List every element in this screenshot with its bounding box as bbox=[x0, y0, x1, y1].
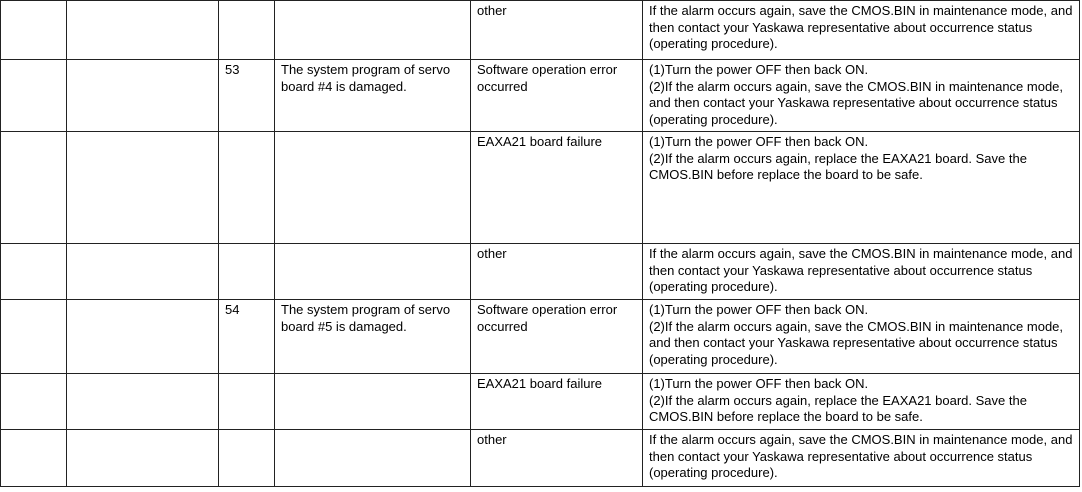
alarm-number-cell bbox=[1, 60, 67, 132]
alarm-number-cell bbox=[1, 1, 67, 60]
cause-cell bbox=[275, 244, 471, 300]
alarm-number-cell bbox=[1, 430, 67, 487]
check-cell: Software operation error occurred bbox=[471, 300, 643, 374]
sub-code-cell bbox=[219, 430, 275, 487]
cause-cell: The system program of servo board #5 is damaged. bbox=[275, 300, 471, 374]
remedy-cell: If the alarm occurs again, save the CMOS.BIN in maintenance mode, and then contact your Yaskawa representative about occurrence status (operating procedure). bbox=[643, 430, 1080, 487]
check-cell: EAXA21 board failure bbox=[471, 374, 643, 430]
alarm-number-cell bbox=[1, 244, 67, 300]
table-row bbox=[1, 132, 1080, 244]
check-cell: other bbox=[471, 1, 643, 60]
alarm-name-cell bbox=[67, 244, 219, 300]
remedy-cell: (1)Turn the power OFF then back ON. (2)If the alarm occurs again, save the CMOS.BIN in maintenance mode, and then contact your Yaskawa representative about occurrence status (operating procedure). bbox=[643, 300, 1080, 374]
sub-code-cell bbox=[219, 1, 275, 60]
remedy-cell: If the alarm occurs again, save the CMOS.BIN in maintenance mode, and then contact your Yaskawa representative about occurrence status (operating procedure). bbox=[643, 1, 1080, 60]
table-row bbox=[1, 430, 1080, 487]
alarm-number-cell bbox=[1, 300, 67, 374]
alarm-name-cell bbox=[67, 132, 219, 244]
sub-code-cell: 54 bbox=[219, 300, 275, 374]
table-row bbox=[1, 300, 1080, 374]
table-row bbox=[1, 60, 1080, 132]
remedy-cell: (1)Turn the power OFF then back ON. (2)If the alarm occurs again, replace the EAXA21 board. Save the CMOS.BIN before replace the board to be safe. bbox=[643, 132, 1080, 244]
check-cell: other bbox=[471, 244, 643, 300]
cause-cell bbox=[275, 1, 471, 60]
cause-cell bbox=[275, 374, 471, 430]
alarm-number-cell bbox=[1, 132, 67, 244]
cause-cell: The system program of servo board #4 is damaged. bbox=[275, 60, 471, 132]
remedy-cell: (1)Turn the power OFF then back ON. (2)If the alarm occurs again, replace the EAXA21 board. Save the CMOS.BIN before replace the board to be safe. bbox=[643, 374, 1080, 430]
sub-code-cell: 53 bbox=[219, 60, 275, 132]
alarm-name-cell bbox=[67, 374, 219, 430]
sub-code-cell bbox=[219, 244, 275, 300]
cause-cell bbox=[275, 430, 471, 487]
sub-code-cell bbox=[219, 374, 275, 430]
alarm-name-cell bbox=[67, 300, 219, 374]
table-row bbox=[1, 1, 1080, 60]
sub-code-cell bbox=[219, 132, 275, 244]
alarm-name-cell bbox=[67, 430, 219, 487]
remedy-cell: If the alarm occurs again, save the CMOS.BIN in maintenance mode, and then contact your Yaskawa representative about occurrence status (operating procedure). bbox=[643, 244, 1080, 300]
remedy-cell: (1)Turn the power OFF then back ON. (2)If the alarm occurs again, save the CMOS.BIN in maintenance mode, and then contact your Yaskawa representative about occurrence status (operating procedure). bbox=[643, 60, 1080, 132]
cause-cell bbox=[275, 132, 471, 244]
alarm-number-cell bbox=[1, 374, 67, 430]
check-cell: EAXA21 board failure bbox=[471, 132, 643, 244]
check-cell: Software operation error occurred bbox=[471, 60, 643, 132]
table-row bbox=[1, 374, 1080, 430]
check-cell: other bbox=[471, 430, 643, 487]
alarm-name-cell bbox=[67, 1, 219, 60]
alarm-name-cell bbox=[67, 60, 219, 132]
table-row bbox=[1, 244, 1080, 300]
